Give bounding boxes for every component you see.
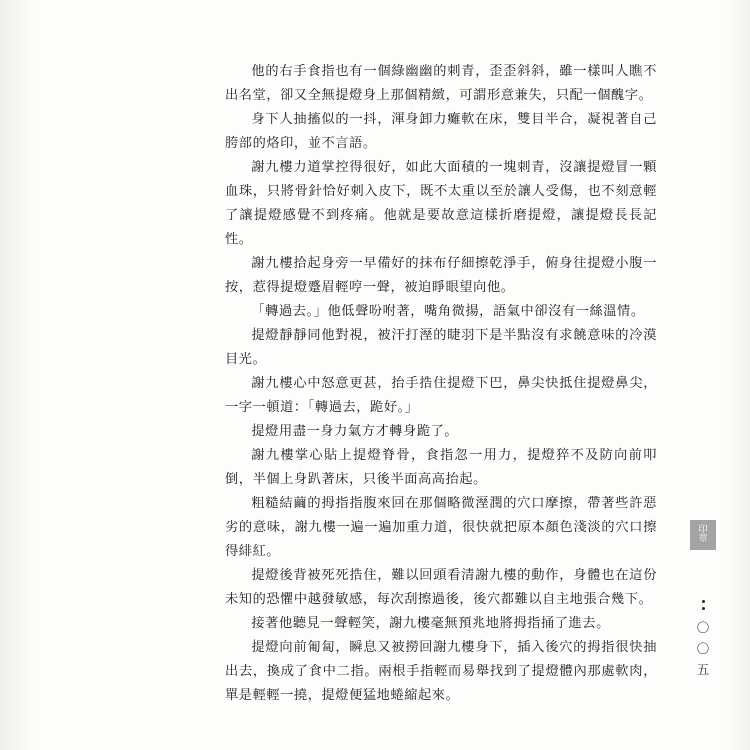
paragraph: 他的右手食指也有一個綠幽幽的刺青，歪歪斜斜，雖一樣叫人瞧不出名堂，卻又全無提燈身上那個精緻，可謂形意兼失，只配一個醜字。 [225,64,657,104]
paragraph: 提燈用盡一身力氣方才轉身跪了。 [251,424,459,440]
folio-digit: 五 [696,661,710,677]
paragraph: 謝九樓心中怒意更甚，抬手捁住提燈下巴，鼻尖快抵住提燈鼻尖，一字一頓道：「轉過去，跪好。」 [225,376,657,416]
paragraph: 謝九樓力道掌控得很好，如此大面積的一塊刺青，沒讓提燈冒一顆血珠，只將骨針恰好刺入皮下，既不太重以至於讓人受傷，也不刻意輕了讓提燈感覺不到疼痛。他就是要故意這樣折磨提燈，讓提燈長長記性。 [225,160,657,248]
paragraph: 「轉過去。」他低聲吩咐著，嘴角微揚，語氣中卻沒有一絲溫情。 [251,304,645,320]
text-column [225,60,657,704]
paragraph: 提燈向前匍匐，瞬息又被撈回謝九樓身下，插入後穴的拇指很快抽出去，換成了食中二指。兩根手指輕而易舉找到了提燈體內那處軟肉，單是輕輕一撓，提燈便猛地蜷縮起來。 [225,640,657,704]
folio-dot [702,600,705,603]
paragraph: 接著他聽見一聲輕笑，謝九樓毫無預兆地將拇指捅了進去。 [251,616,610,632]
folio-dots [702,600,705,610]
folio-dot [702,607,705,610]
page-number [692,600,714,676]
folio-digit: 〇 [696,620,710,635]
seal-line: 章 [698,534,708,544]
folio-digit: 〇 [696,640,710,656]
paragraph: 謝九樓掌心貼上提燈脊骨，食指忽一用力，提燈猝不及防向前叩倒，半個上身趴著床，只後半面高高抬起。 [225,448,657,488]
paragraph: 提燈後背被死死捁住，難以回頭看清謝九樓的動作，身體也在這份未知的恐懼中越發敏感，每次刮擦過後，後穴都難以自主地張合幾下。 [225,568,657,608]
paragraph: 謝九樓拾起身旁一早備好的抹布仔細擦乾淨手，俯身往提燈小腹一按，惹得提燈蹙眉輕哼一聲，被迫睜眼望向他。 [225,256,657,296]
seal-line: 印 [698,525,708,535]
paragraph: 身下人抽搐似的一抖，渾身卸力癱軟在床，雙目半合，凝視著自己胯部的烙印，並不言語。 [225,112,657,152]
paragraph: 粗糙結繭的拇指指腹來回在那個略微溼潤的穴口摩擦，帶著些許惡劣的意味，謝九樓一遍一遍加重力道，很快就把原本顏色淺淡的穴口擦得緋紅。 [225,496,657,560]
seal-stamp [690,520,716,550]
paragraph: 提燈靜靜同他對視，被汗打溼的睫羽下是半點沒有求饒意味的冷漠目光。 [225,328,657,368]
